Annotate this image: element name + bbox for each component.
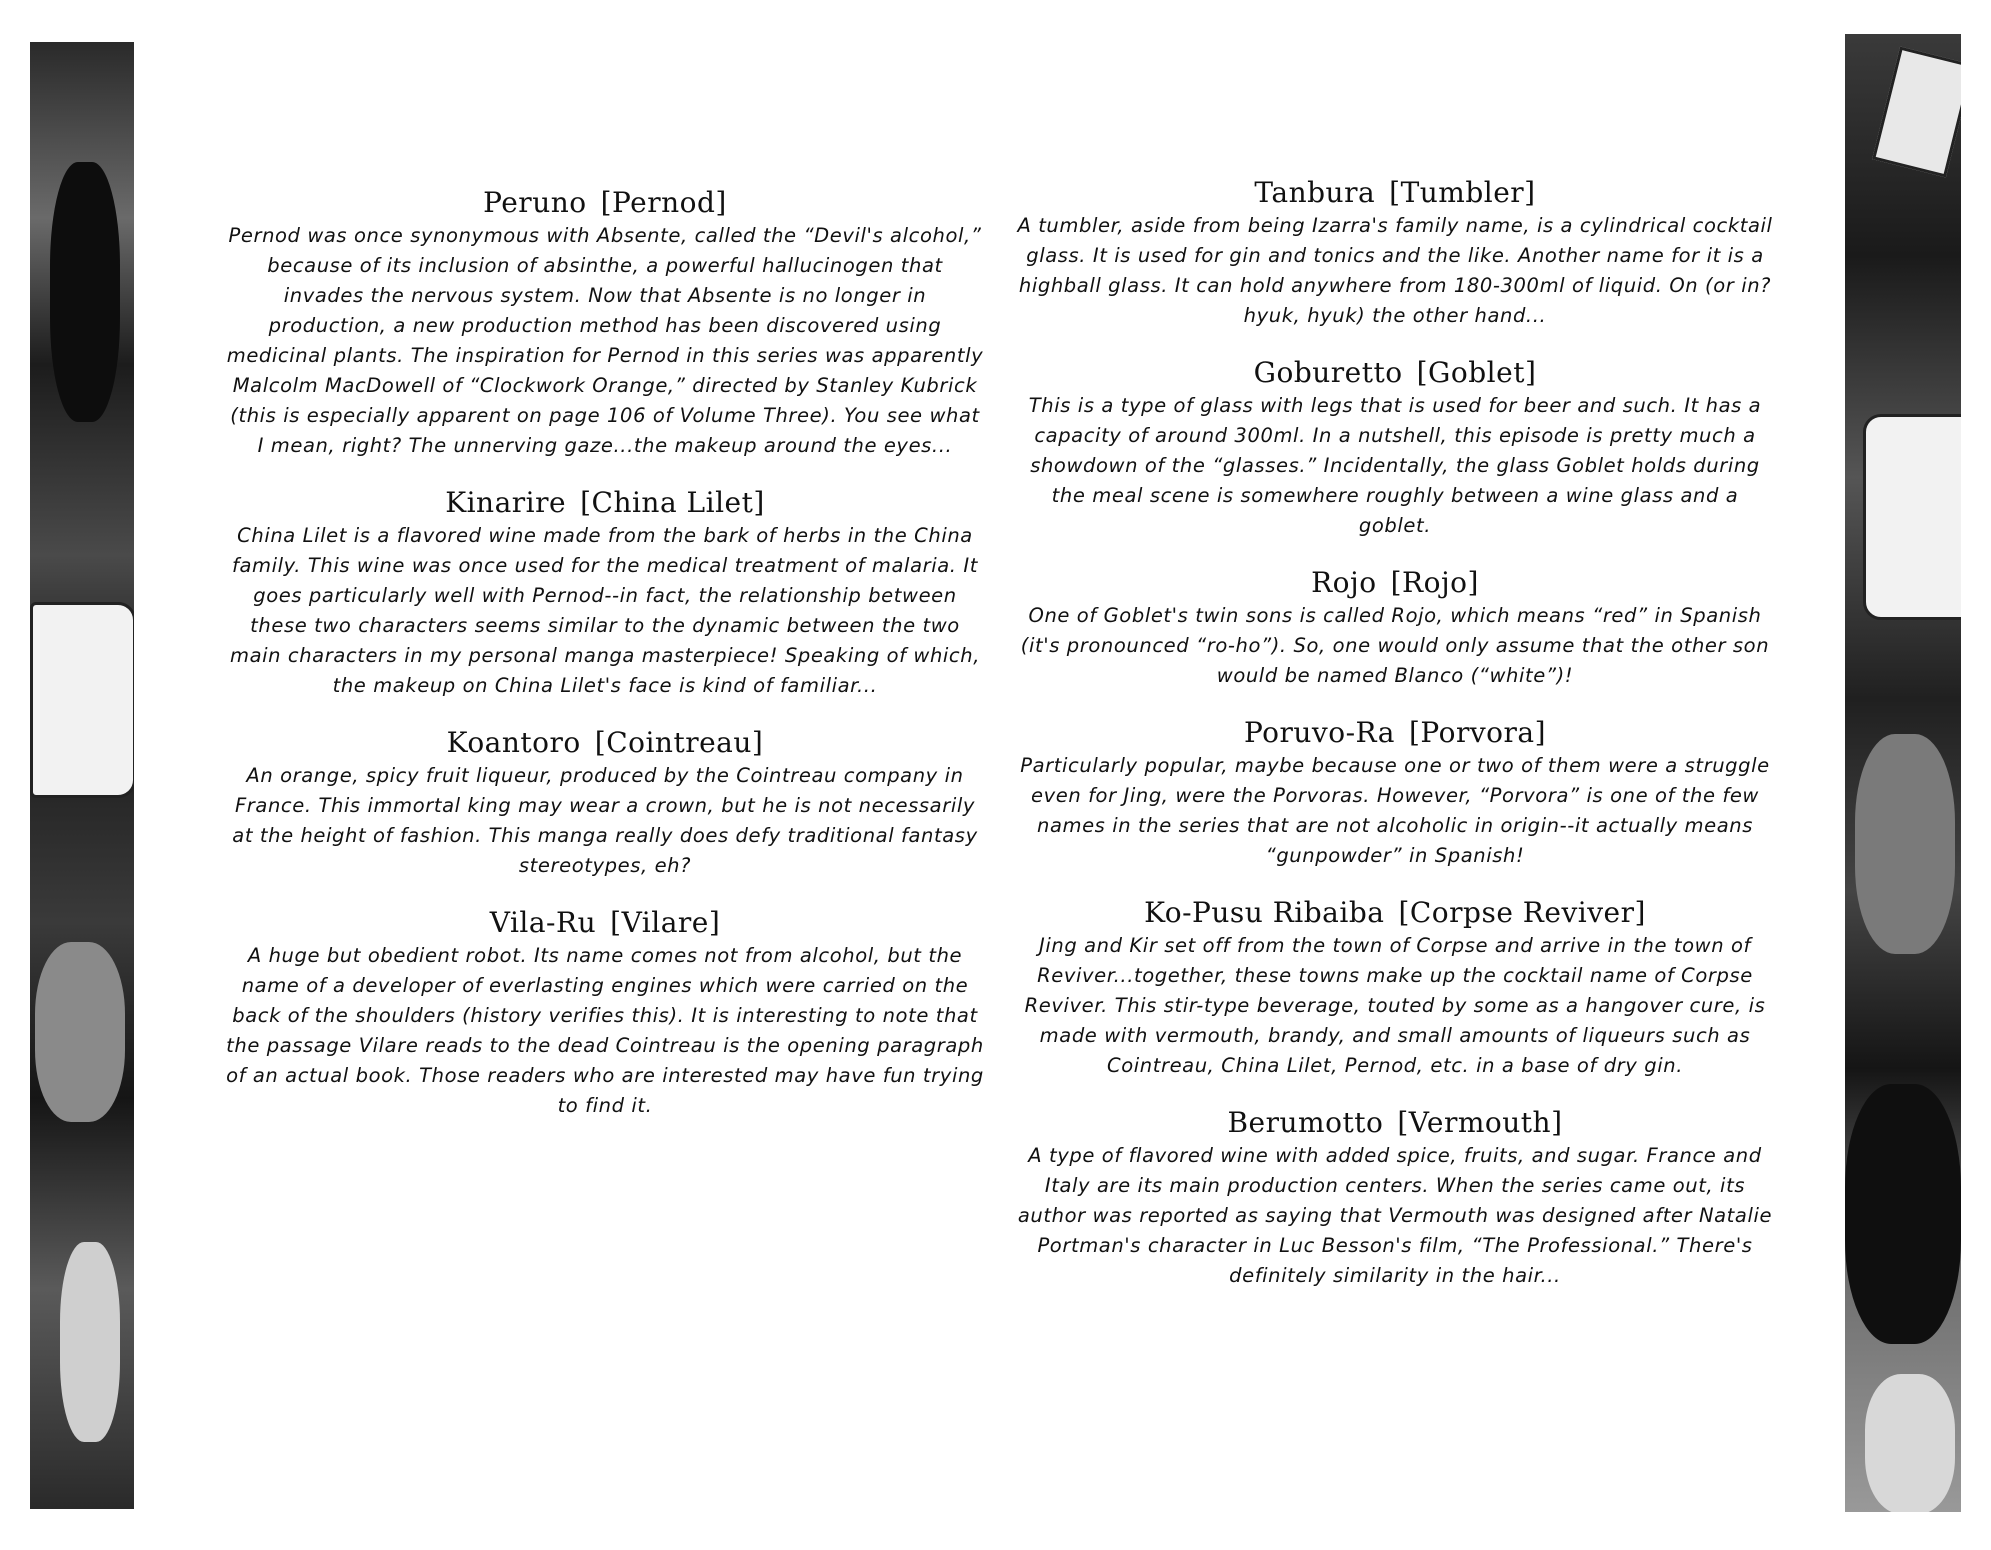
glossary-entry-porvora [1015, 715, 1775, 871]
entry-heading [1015, 565, 1775, 601]
entry-heading [1015, 715, 1775, 751]
art-shape [1865, 1374, 1955, 1512]
entry-description: A type of flavored wine with added spice, fruits, and sugar. France and Italy are its main production centers. When the series came out, its author was reported as saying that Vermouth was designed after Natalie Portman's character in Luc Besson's film, “The Professional.” There's definitely similarity in the hair... [1017, 1144, 1773, 1287]
entry-romaji: Peruno [483, 186, 587, 219]
entry-romaji: Kinarire [445, 486, 567, 519]
entry-description: Pernod was once synonymous with Absente, called the “Devil's alcohol,” because of its inclusion of absinthe, a powerful hallucinogen that invades the nervous system. Now that Absente is no longer in production, a new production method has been discovered using medicinal plants. The inspiration for Pernod in this series was apparently Malcolm MacDowell of “Clockwork Orange,” directed by Stanley Kubrick (this is especially apparent on page 106 of Volume Three). You see what I mean, right? The unnerving gaze...the makeup around the eyes... [226, 224, 984, 457]
entry-translation: [Goblet] [1416, 356, 1537, 389]
entry-heading [225, 725, 985, 761]
entry-translation: [Vermouth] [1397, 1106, 1563, 1139]
entry-romaji: Tanbura [1254, 176, 1376, 209]
entry-translation: [Tumbler] [1389, 176, 1536, 209]
entry-description: This is a type of glass with legs that is used for beer and such. It has a capacity of around 300ml. In a nutshell, this episode is pretty much a showdown of the “glasses.” Incidentally, the glass Goblet holds during the meal scene is somewhere roughly between a wine glass and a goblet. [1028, 394, 1762, 537]
entry-heading [1015, 175, 1775, 211]
entry-translation: [Porvora] [1408, 716, 1547, 749]
glossary-entry-tumbler [1015, 175, 1775, 331]
manga-sign-artwork [1872, 47, 1961, 178]
glossary-left-column [225, 185, 985, 1145]
manga-sign-artwork [30, 602, 134, 798]
glossary-entry-pernod [225, 185, 985, 461]
entry-heading [1015, 895, 1775, 931]
entry-translation: [Corpse Reviver] [1398, 896, 1646, 929]
entry-heading [225, 905, 985, 941]
art-shape [35, 942, 125, 1122]
entry-translation: [Cointreau] [594, 726, 764, 759]
glossary-entry-vermouth [1015, 1105, 1775, 1291]
entry-romaji: Koantoro [446, 726, 581, 759]
art-shape [50, 162, 120, 422]
manga-sign-artwork [1863, 414, 1961, 620]
art-shape [1855, 734, 1955, 954]
entry-description: Particularly popular, maybe because one or two of them were a struggle even for Jing, were the Porvoras. However, “Porvora” is one of the few names in the series that are not alcoholic in origin--it actually means “gunpowder” in Spanish! [1020, 754, 1770, 867]
left-artwork-strip [30, 42, 134, 1509]
entry-heading [1015, 1105, 1775, 1141]
glossary-entry-cointreau [225, 725, 985, 881]
entry-romaji: Goburetto [1253, 356, 1403, 389]
entry-description: A tumbler, aside from being Izarra's family name, is a cylindrical cocktail glass. It is used for gin and tonics and the like. Another name for it is a highball glass. It can hold anywhere from 180-300ml of liquid. On (or in? hyuk, hyuk) the other hand... [1017, 214, 1773, 327]
glossary-right-column [1015, 175, 1775, 1315]
entry-heading [225, 185, 985, 221]
entry-romaji: Berumotto [1227, 1106, 1384, 1139]
glossary-entry-goblet [1015, 355, 1775, 541]
glossary-entry-rojo [1015, 565, 1775, 691]
entry-description: Jing and Kir set off from the town of Corpse and arrive in the town of Reviver...together, these towns make up the cocktail name of Corpse Reviver. This stir-type beverage, touted by some as a hangover cure, is made with vermouth, brandy, and small amounts of liqueurs such as Cointreau, China Lilet, Pernod, etc. in a base of dry gin. [1024, 934, 1766, 1077]
entry-description: China Lilet is a flavored wine made from the bark of herbs in the China family. This wine was once used for the medical treatment of malaria. It goes particularly well with Pernod--in fact, the relationship between these two characters seems similar to the dynamic between the two main characters in my personal manga masterpiece! Speaking of which, the makeup on China Lilet's face is kind of familiar... [229, 524, 981, 697]
glossary-entry-corpse-reviver [1015, 895, 1775, 1081]
entry-description: An orange, spicy fruit liqueur, produced by the Cointreau company in France. This immortal king may wear a crown, but he is not necessarily at the height of fashion. This manga really does defy traditional fantasy stereotypes, eh? [232, 764, 978, 877]
entry-description: A huge but obedient robot. Its name comes not from alcohol, but the name of a developer of everlasting engines which were carried on the back of the shoulders (history verifies this). It is interesting to note that the passage Vilare reads to the dead Cointreau is the opening paragraph of an actual book. Those readers who are interested may have fun trying to find it. [226, 944, 984, 1117]
art-shape [60, 1242, 120, 1442]
glossary-entry-china-lilet [225, 485, 985, 701]
entry-description: One of Goblet's twin sons is called Rojo, which means “red” in Spanish (it's pronounced “ro-ho”). So, one would only assume that the other son would be named Blanco (“white”)! [1020, 604, 1770, 687]
entry-romaji: Poruvo-Ra [1243, 716, 1395, 749]
entry-romaji: Ko-Pusu Ribaiba [1144, 896, 1385, 929]
glossary-entry-vilare [225, 905, 985, 1121]
right-artwork-strip [1845, 34, 1961, 1512]
entry-translation: [Pernod] [600, 186, 727, 219]
entry-translation: [China Lilet] [580, 486, 765, 519]
entry-heading [225, 485, 985, 521]
entry-romaji: Vila-Ru [489, 906, 597, 939]
entry-romaji: Rojo [1311, 566, 1377, 599]
entry-translation: [Vilare] [610, 906, 721, 939]
art-shape [1845, 1084, 1961, 1344]
entry-translation: [Rojo] [1390, 566, 1479, 599]
entry-heading [1015, 355, 1775, 391]
